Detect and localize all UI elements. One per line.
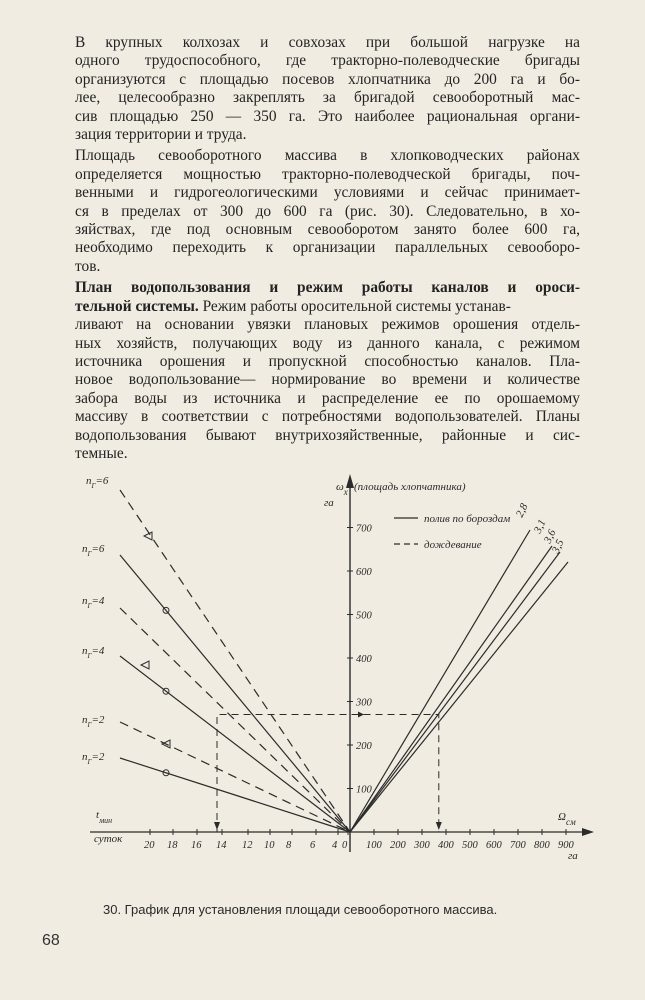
y-axis-arrow (346, 474, 354, 488)
x-right-tick-label: 500 (462, 840, 478, 851)
subscript: Г (87, 652, 92, 660)
left-series-line (120, 555, 350, 832)
x-left-tick-label: 4 (332, 840, 338, 851)
text-line: зяйствах, где под основным севооборотом занято более 600 га, (75, 221, 580, 239)
right-series-label: 3,1 (531, 517, 549, 536)
text-line: ся в пределах от 300 до 600 га (рис. 30). Следовательно, в хо- (75, 202, 580, 220)
text-line: забора воды из источника и распределение ее по орошаемому (75, 389, 580, 407)
subscript: Г (87, 721, 92, 729)
text-line: сив площадью 250 — 350 га. Это наиболее рациональная органи- (75, 107, 580, 125)
y-tick-label: 300 (356, 697, 372, 709)
label-rest: =4 (91, 645, 105, 657)
text-line: необходимо переходить к организации параллельных севооборо- (75, 239, 580, 257)
right-series-label: 3,5 (549, 537, 567, 556)
x-left-tick-label: 18 (167, 840, 178, 851)
subscript: x (343, 487, 348, 497)
left-series-line (120, 656, 350, 832)
guide-arrow (358, 712, 364, 718)
page-number: 68 (42, 932, 60, 949)
body-text (75, 34, 580, 466)
text-fragment: Режим работы оросительной системы устанав- (198, 297, 511, 315)
left-series-label: $n_Г=6$ (86, 475, 109, 490)
y-tick-label: 200 (356, 741, 372, 752)
left-series-label: $n_Г=2$ (82, 714, 105, 729)
guide-arrow (436, 822, 442, 830)
text-line: ных хозяйств, получающих воду из данного канала, с режимом (75, 334, 580, 352)
x-right-tick-label: 300 (414, 840, 430, 851)
text-line: лее, целесообразно закреплять за бригадой севооборотный мас- (75, 89, 580, 107)
text-line: массиву в соответствии с потребностями водопользователей. Планы (75, 408, 580, 426)
section-heading-end: тельной системы. (75, 297, 199, 315)
legend-label: полив по бороздам (424, 513, 511, 525)
x-left-tick-label: 6 (310, 840, 316, 851)
right-series-line (350, 562, 568, 832)
y-axis-unit: га (324, 497, 334, 509)
guide-arrow (214, 822, 220, 830)
right-series-line (350, 552, 560, 832)
x-right-axis-label: $\Omega_{см}$ (558, 811, 576, 827)
figure-caption: 30. График для установления площади севооборотного массива. (103, 902, 498, 917)
x-axis-arrow (582, 828, 594, 836)
y-tick-label: 100 (356, 784, 372, 796)
text-line: ливают на основании увязки плановых режимов орошения отдель- (75, 316, 580, 334)
label-rest: =2 (91, 751, 105, 763)
label-rest: =2 (91, 714, 105, 726)
label-rest: =6 (91, 543, 105, 555)
x-left-tick-label: 20 (144, 840, 155, 851)
legend-label: дождевание (424, 539, 482, 551)
text-line: определяется мощностью тракторно-полеводческой бригады, поч- (75, 165, 580, 183)
subscript: см (565, 817, 576, 827)
right-series-line (350, 530, 530, 832)
x-left-tick-label: 16 (191, 840, 202, 851)
x-left-tick-label: 10 (264, 840, 275, 851)
x-left-tick-label: 14 (216, 840, 227, 851)
y-tick-label: 500 (356, 610, 372, 622)
text-line: водопользования бывают внутрихозяйственные, районные и сис- (75, 426, 580, 444)
right-series-line (350, 546, 552, 832)
subscript: Г (87, 758, 92, 766)
subscript: Г (87, 602, 92, 610)
subscript: Г (87, 550, 92, 558)
text-line: зация территории и труда. (75, 126, 247, 144)
x-right-tick-label: 100 (366, 840, 382, 851)
text-line: источника орошения и пропускной способностью каналов. Пла- (75, 352, 580, 370)
y-axis-note: (площадь хлопчатника) (354, 481, 466, 493)
left-series-line (120, 722, 350, 832)
text-line: Площадь севооборотного массива в хлопководческих районах (75, 147, 580, 165)
label-rest: =4 (91, 595, 105, 607)
section-heading: План водопользования и режим работы каналов и ороси- (75, 279, 580, 297)
x-right-tick-label: 900 (558, 840, 574, 851)
y-tick-label: 700 (356, 523, 372, 535)
x-right-tick-label: 600 (486, 840, 502, 851)
text-line: новое водопользование— нормирование во времени и количестве (75, 371, 580, 389)
x-right-tick-label: 400 (438, 840, 454, 851)
paragraph-2 (75, 147, 580, 276)
text-line: венными и гидрогеологическими условиями и сейчас принимает- (75, 184, 580, 202)
left-series-line (120, 608, 350, 832)
y-axis-label: $\omega_x$ (336, 481, 348, 497)
right-series-label: 2,8 (513, 501, 531, 520)
y-tick-label: 400 (356, 654, 372, 665)
x-left-tick-label: 12 (242, 840, 253, 851)
left-series-label: $n_Г=4$ (82, 645, 105, 660)
subscript: Г (91, 482, 96, 490)
left-series-label: $n_Г=4$ (82, 595, 105, 610)
figure-chart (60, 460, 620, 900)
left-series-label: $n_Г=6$ (82, 543, 105, 558)
subscript: мин (99, 815, 113, 825)
series-marker-triangle (141, 661, 149, 669)
x-left-axis-label: $t_{мин}$ (96, 809, 113, 825)
right-series-label: 3,6 (541, 527, 559, 546)
paragraph-1 (75, 34, 580, 144)
series-marker-triangle (144, 532, 152, 540)
text-line: тов. (75, 257, 101, 275)
text-line: одного трудоспособного, где тракторно-полеводческие бригады (75, 52, 580, 70)
x-right-tick-label: 700 (510, 840, 526, 851)
left-series-line (120, 758, 350, 832)
text-line (75, 298, 580, 316)
x-left-tick-label: 8 (286, 840, 292, 851)
text-line: темные. (75, 444, 128, 462)
x-left-axis-sublabel: суток (94, 833, 123, 845)
x-left-tick-label: 0 (342, 840, 348, 851)
left-series-label: $n_Г=2$ (82, 751, 105, 766)
x-right-axis-unit: га (568, 850, 578, 862)
left-series-line (120, 490, 350, 832)
x-right-tick-label: 200 (390, 840, 406, 851)
paragraph-3 (75, 279, 580, 463)
label-rest: =6 (95, 475, 109, 487)
x-right-tick-label: 800 (534, 840, 550, 851)
text-line: организуются с площадью посевов хлопчатника до 200 га и бо- (75, 70, 580, 88)
y-tick-label: 600 (356, 567, 372, 578)
text-line: В крупных колхозах и совхозах при большой нагрузке на (75, 34, 580, 51)
